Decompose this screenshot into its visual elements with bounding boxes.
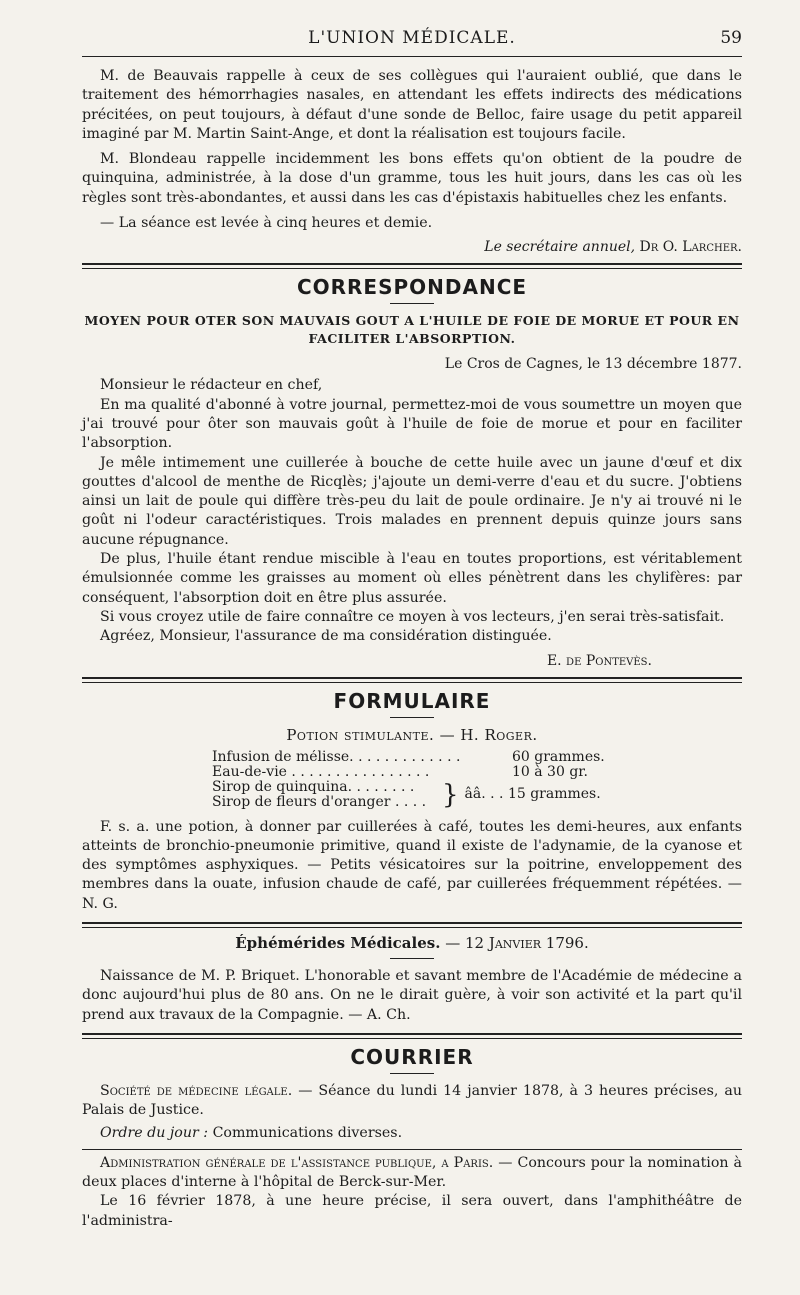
ingredient-name: Sirop de fleurs d'oranger . . . .: [212, 793, 427, 810]
section-divider: [82, 922, 742, 928]
agenda-text: Communications diverses.: [208, 1124, 403, 1141]
section-divider: [82, 263, 742, 269]
page-number: 59: [720, 28, 742, 48]
letter-paragraph-2: Je mêle intimement une cuillerée à bouche de cette huile avec un jaune d'œuf et dix gouttes d'alcool de menthe de Ricqlès; j'ajoute un demi-verre d'eau et du sucre. J'obtiens ainsi un lait de poule qui diffère très-peu du lait de poule ordinaire. Je n'y ai trouvé ni le goût ni l'odeur caractéristiques. Trois malades en prennent depuis quinze jours sans aucune répugnance.: [82, 454, 742, 548]
journal-title: L'UNION MÉDICALE.: [308, 28, 516, 48]
section-title-correspondance: CORRESPONDANCE: [296, 275, 528, 300]
paragraph-seance-levee: — La séance est levée à cinq heures et demie.: [100, 215, 433, 232]
title-underline: [390, 303, 434, 304]
ephemerides-heading: [82, 934, 742, 952]
ingredient-group-names: [212, 780, 442, 810]
administration-name: Administration générale de l'assistance publique, a Paris.: [100, 1154, 494, 1171]
ephemerides-date: — 12 Janvier 1796.: [445, 934, 589, 953]
courrier-paragraph-3: [82, 1154, 742, 1193]
ingredient-qty: ââ. . . 15 grammes.: [464, 786, 601, 803]
courrier-paragraph-1: [82, 1082, 742, 1121]
section-divider: [82, 677, 742, 683]
correspondance-section: [82, 275, 742, 668]
section-divider: [82, 1033, 742, 1039]
ingredient-row: [212, 750, 742, 765]
recipe-instructions: F. s. a. une potion, à donner par cuillerées à café, toutes les demi-heures, aux enfants atteints de bronchio-pneumonie primitive, quand il existe de l'adynamie, de la cyanose et des symptômes asphyxiques. — Petits vésicatoires sur la poitrine, enveloppement des membres dans la ouate, infusion chaude de café, par cuillerées fréquemment répétées. — N. G.: [82, 818, 742, 912]
ingredient-group: [212, 780, 742, 810]
session-minutes: [82, 67, 742, 255]
section-title-formulaire: FORMULAIRE: [333, 688, 491, 713]
running-header: [82, 22, 742, 57]
ingredient-name: Sirop de quinquina. . . . . . . .: [212, 778, 415, 795]
ingredient-row: [212, 765, 742, 780]
article-subhead: MOYEN POUR OTER SON MAUVAIS GOUT A L'HUILE DE FOIE DE MORUE ET POUR EN FACILITER L'ABSORPTION.: [84, 313, 740, 347]
agenda-label: Ordre du jour :: [100, 1124, 209, 1141]
courrier-paragraph-4: Le 16 février 1878, à une heure précise, il sera ouvert, dans l'amphithéâtre de l'administra-: [82, 1193, 742, 1229]
letter-paragraph-1: En ma qualité d'abonné à votre journal, permettez-moi de vous soumettre un moyen que j'ai trouvé pour ôter son mauvais goût à l'huile de foie de morue et pour en faciliter l'absorption.: [82, 396, 742, 452]
ingredient-name: Infusion de mélisse. . . . . . . . . . . . .: [212, 749, 461, 765]
title-underline: [390, 1073, 434, 1074]
title-underline: [390, 958, 434, 959]
paragraph-beauvais: M. de Beauvais rappelle à ceux de ses collègues qui l'auraient oublié, que dans le traitement des hémorrhagies nasales, en attendant les effets indirects des médications précitées, on peut toujours, à défaut d'une sonde de Belloc, faire usage du petit appareil imaginé par M. Martin Saint-Ange, et dont la réalisation est toujours facile.: [82, 68, 742, 142]
recipe-ingredients: [212, 750, 742, 810]
recipe-title: Potion stimulante. — H. Roger.: [286, 725, 538, 744]
letter-paragraph-3: De plus, l'huile étant rendue miscible à l'eau en toutes proportions, est véritablement émulsionnée comme les graisses au moment où elles pénètrent dans les chylifères: par conséquent, l'absorption doit en être plus assurée.: [82, 551, 742, 606]
title-underline: [390, 717, 434, 718]
ingredient-name: Eau-de-vie . . . . . . . . . . . . . . . .: [212, 764, 430, 780]
courrier-text: — Concours pour la nomination à deux places d'interne à l'hôpital de Berck-sur-Mer.: [82, 1154, 743, 1191]
signature-role: Le secrétaire annuel,: [484, 239, 636, 256]
courrier-section: [82, 1045, 742, 1231]
ingredient-qty: 10 à 30 gr.: [512, 763, 588, 780]
society-name: Société de médecine légale.: [100, 1082, 293, 1099]
paragraph-divider: [82, 1149, 742, 1150]
letter-dateline: Le Cros de Cagnes, le 13 décembre 1877.: [444, 356, 742, 373]
secretary-signature: [82, 239, 742, 255]
ephemerides-section: [82, 934, 742, 1025]
brace-glyph: }: [442, 779, 459, 810]
letter-paragraph-5: Agréez, Monsieur, l'assurance de ma considération distinguée.: [100, 628, 552, 645]
signature-name: Dr O. Larcher.: [639, 239, 742, 256]
letter-signature: E. de Pontevès.: [546, 652, 652, 669]
paragraph-blondeau: M. Blondeau rappelle incidemment les bons effets qu'on obtient de la poudre de quinquina, administrée, à la dose d'un gramme, tous les huit jours, dans les cas où les règles sont très-abondantes, et aussi dans les cas d'épistaxis habituelles chez les enfants.: [82, 151, 742, 206]
ephemerides-title: Éphémérides Médicales.: [235, 934, 441, 953]
ephemerides-text: Naissance de M. P. Briquet. L'honorable et savant membre de l'Académie de médecine a donc aujourd'hui plus de 80 ans. On ne le dirait guère, à voir son activité et la part qu'il prend aux travaux de la Compagnie. — A. Ch.: [82, 968, 742, 1023]
letter-salutation: Monsieur le rédacteur en chef,: [100, 377, 323, 394]
courrier-text: — Séance du lundi 14 janvier 1878, à 3 heures précises, au Palais de Justice.: [82, 1082, 742, 1119]
formulaire-section: [82, 689, 742, 914]
ingredient-qty: 60 grammes.: [512, 748, 605, 765]
section-title-courrier: COURRIER: [350, 1044, 474, 1069]
courrier-agenda: [82, 1124, 742, 1143]
letter-paragraph-4: Si vous croyez utile de faire connaître ce moyen à vos lecteurs, j'en serai très-satisfait.: [100, 608, 725, 625]
